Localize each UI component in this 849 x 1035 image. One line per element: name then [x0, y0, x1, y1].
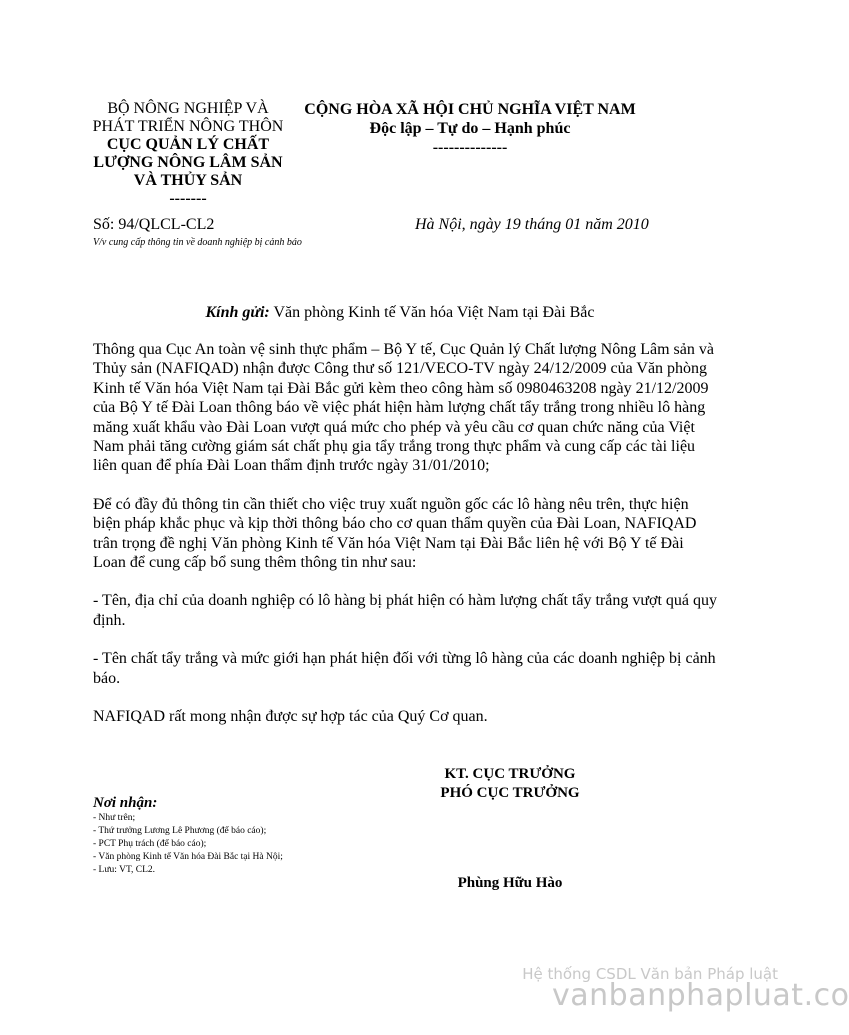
national-motto: Độc lập – Tự do – Hạnh phúc — [369, 120, 571, 137]
issue-date: Hà Nội, ngày 19 tháng 01 năm 2010 — [415, 216, 649, 233]
list-item: - Lưu: VT, CL2. — [93, 865, 156, 875]
header-left-divider: ------- — [169, 190, 207, 207]
recipients-list — [93, 812, 283, 877]
department-line-2: LƯỢNG NÔNG LÂM SẢN — [93, 154, 283, 171]
body-paragraph: Thông qua Cục An toàn vệ sinh thực phẩm – Bộ Y tế, Cục Quản lý Chất lượng Nông Lâm sản và Thủy sản (NAFIQAD) nhận được Công thư số 121/VECO-TV ngày 24/12/2009 của Văn phòng Kinh tế Văn hóa Việt Nam tại Đài Bắc gửi kèm theo công hàm số 0980463208 ngày 21/12/2009 của Bộ Y tế Đài Loan thông báo về việc phát hiện hàm lượng chất tẩy trắng trong nhiều lô hàng măng xuất khẩu vào Đài Loan vượt quá mức cho phép và yêu cầu cơ quan chức năng của Việt Nam phải tăng cường giám sát chất phụ gia tẩy trắng trong thực phẩm và cung cấp các tài liệu liên quan để phía Đài Loan thẩm định trước ngày 31/01/2010; — [93, 341, 714, 475]
list-item: - Thứ trưởng Lương Lê Phương (để báo cáo); — [93, 826, 267, 836]
header-right-divider: -------------- — [432, 139, 508, 156]
body-paragraph: Để có đầy đủ thông tin cần thiết cho việc truy xuất nguồn gốc các lô hàng nêu trên, thực hiện biện pháp khắc phục và kịp thời thông báo cho cơ quan thẩm quyền của Đài Loan, NAFIQAD trân trọng đề nghị Văn phòng Kinh tế Văn hóa Việt Nam tại Đài Bắc liên hệ với Bộ Y tế Đài Loan để cung cấp bổ sung thêm thông tin như sau: — [93, 495, 697, 572]
document-subject: V/v cung cấp thông tin về doanh nghiệp bị cảnh báo — [93, 237, 302, 248]
country-name: CỘNG HÒA XÃ HỘI CHỦ NGHĨA VIỆT NAM — [304, 101, 636, 118]
national-motto-header — [300, 100, 640, 157]
watermark-site: vanbanphapluat.co — [552, 978, 849, 1013]
body-paragraph: NAFIQAD rất mong nhận được sự hợp tác của Quý Cơ quan. — [93, 708, 488, 726]
body-paragraph: - Tên, địa chỉ của doanh nghiệp có lô hàng bị phát hiện có hàm lượng chất tẩy trắng vượt quá quy định. — [93, 592, 718, 629]
greeting-recipient: Văn phòng Kinh tế Văn hóa Việt Nam tại Đài Bắc — [273, 304, 595, 321]
ministry-line-2: PHÁT TRIỂN NÔNG THÔN — [92, 118, 284, 135]
signature-title-2: PHÓ CỤC TRƯỞNG — [440, 785, 580, 801]
signer-name: Phùng Hữu Hào — [457, 875, 563, 891]
list-item: - PCT Phụ trách (để báo cáo); — [93, 839, 207, 849]
greeting-label: Kính gửi: — [205, 304, 270, 321]
signature-title-1: KT. CỤC TRƯỞNG — [444, 766, 576, 782]
department-line-3: VÀ THỦY SẢN — [133, 172, 243, 189]
ministry-line-1: BỘ NÔNG NGHIỆP VÀ — [107, 100, 269, 117]
letter-body — [93, 340, 718, 746]
watermark-caption: Hệ thống CSDL Văn bản Pháp luật — [522, 965, 778, 983]
greeting — [0, 304, 800, 322]
recipients-heading: Nơi nhận: — [93, 795, 158, 811]
list-item: - Như trên; — [93, 813, 136, 823]
body-paragraph: - Tên chất tẩy trắng và mức giới hạn phát hiện đối với từng lô hàng của các doanh nghiệp bị cảnh báo. — [93, 650, 716, 687]
department-line-1: CỤC QUẢN LÝ CHẤT — [106, 136, 270, 153]
issuing-agency-header — [78, 100, 298, 208]
signature-block — [390, 765, 630, 803]
document-number: Số: 94/QLCL-CL2 — [93, 216, 215, 233]
list-item: - Văn phòng Kinh tế Văn hóa Đài Bắc tại Hà Nội; — [93, 852, 283, 862]
